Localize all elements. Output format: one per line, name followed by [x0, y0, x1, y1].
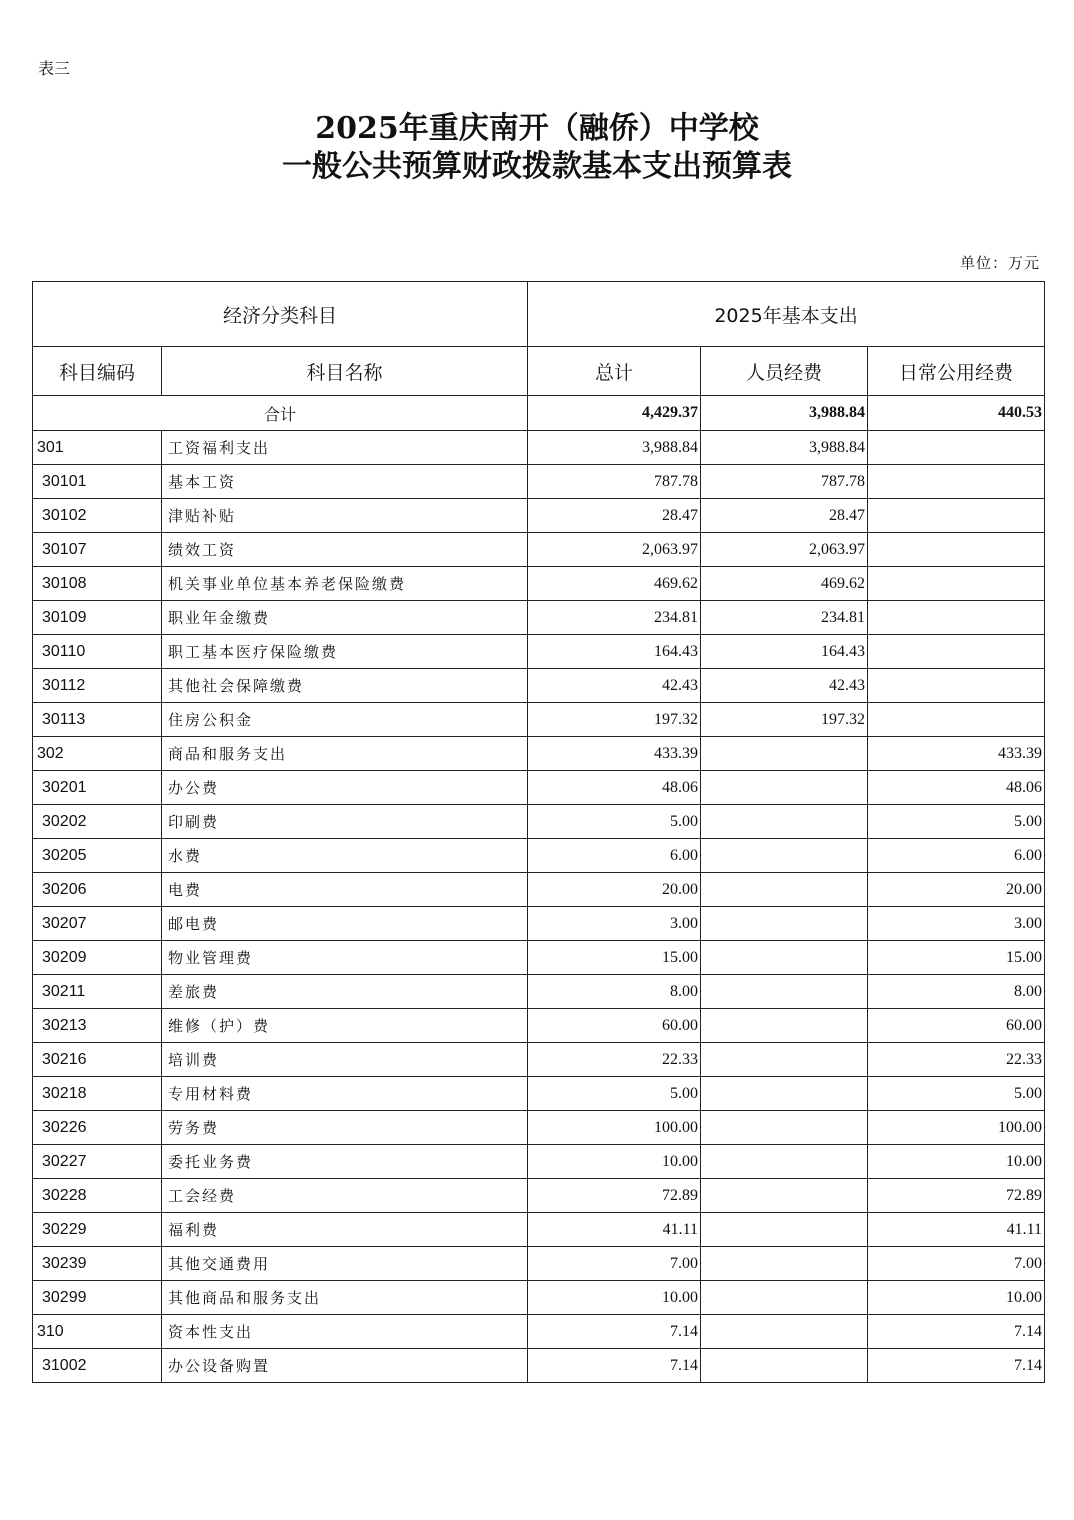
table-row — [33, 1043, 1045, 1077]
row-public — [868, 703, 1045, 737]
row-code: 30101 — [33, 465, 162, 499]
table-row — [33, 873, 1045, 907]
table-number: 表三 — [38, 59, 71, 78]
table-row — [33, 431, 1045, 465]
row-personnel: 164.43 — [701, 635, 868, 669]
row-personnel — [701, 1145, 868, 1179]
row-name: 专用材料费 — [162, 1077, 528, 1111]
table-row — [33, 1009, 1045, 1043]
row-public — [868, 567, 1045, 601]
row-code: 30206 — [33, 873, 162, 907]
row-public: 48.06 — [868, 771, 1045, 805]
row-total: 3,988.84 — [528, 431, 701, 465]
row-name: 福利费 — [162, 1213, 528, 1247]
row-public: 7.14 — [868, 1315, 1045, 1349]
row-code: 30216 — [33, 1043, 162, 1077]
table-row — [33, 975, 1045, 1009]
row-code: 30109 — [33, 601, 162, 635]
table-row — [33, 771, 1045, 805]
row-public: 433.39 — [868, 737, 1045, 771]
header-name: 科目名称 — [162, 347, 528, 396]
row-personnel: 2,063.97 — [701, 533, 868, 567]
row-public: 7.14 — [868, 1349, 1045, 1383]
row-public: 20.00 — [868, 873, 1045, 907]
total-personnel: 3,988.84 — [701, 396, 868, 431]
row-total: 469.62 — [528, 567, 701, 601]
row-code: 30227 — [33, 1145, 162, 1179]
row-personnel — [701, 907, 868, 941]
row-name: 其他商品和服务支出 — [162, 1281, 528, 1315]
row-personnel — [701, 1213, 868, 1247]
row-name: 住房公积金 — [162, 703, 528, 737]
row-name: 商品和服务支出 — [162, 737, 528, 771]
table-row — [33, 941, 1045, 975]
row-total: 5.00 — [528, 1077, 701, 1111]
row-code: 30218 — [33, 1077, 162, 1111]
table-row — [33, 1281, 1045, 1315]
row-personnel — [701, 1349, 868, 1383]
table-row — [33, 1077, 1045, 1111]
table-row — [33, 1145, 1045, 1179]
row-total: 72.89 — [528, 1179, 701, 1213]
row-total: 7.14 — [528, 1315, 701, 1349]
row-personnel — [701, 805, 868, 839]
row-code: 30205 — [33, 839, 162, 873]
table-row — [33, 703, 1045, 737]
table-row — [33, 805, 1045, 839]
row-code: 30299 — [33, 1281, 162, 1315]
table-row — [33, 601, 1045, 635]
table-row — [33, 737, 1045, 771]
table-row — [33, 499, 1045, 533]
table-row — [33, 669, 1045, 703]
row-personnel — [701, 839, 868, 873]
row-total: 7.14 — [528, 1349, 701, 1383]
table-row — [33, 465, 1045, 499]
unit-label: 单位：万元 — [959, 254, 1040, 272]
row-personnel: 28.47 — [701, 499, 868, 533]
row-code: 30228 — [33, 1179, 162, 1213]
row-name: 其他社会保障缴费 — [162, 669, 528, 703]
table-row — [33, 1111, 1045, 1145]
row-personnel — [701, 771, 868, 805]
row-personnel — [701, 1315, 868, 1349]
row-public: 10.00 — [868, 1145, 1045, 1179]
row-public — [868, 465, 1045, 499]
row-personnel — [701, 1179, 868, 1213]
row-total: 5.00 — [528, 805, 701, 839]
row-personnel — [701, 941, 868, 975]
row-total: 15.00 — [528, 941, 701, 975]
header-public: 日常公用经费 — [868, 347, 1045, 396]
row-code: 30201 — [33, 771, 162, 805]
table-row — [33, 907, 1045, 941]
table-row — [33, 567, 1045, 601]
row-personnel — [701, 1281, 868, 1315]
row-public: 60.00 — [868, 1009, 1045, 1043]
table-row — [33, 1247, 1045, 1281]
row-name: 工资福利支出 — [162, 431, 528, 465]
row-total: 100.00 — [528, 1111, 701, 1145]
table-row — [33, 1349, 1045, 1383]
row-name: 电费 — [162, 873, 528, 907]
row-public: 7.00 — [868, 1247, 1045, 1281]
row-name: 委托业务费 — [162, 1145, 528, 1179]
row-name: 印刷费 — [162, 805, 528, 839]
row-name: 劳务费 — [162, 1111, 528, 1145]
row-personnel: 234.81 — [701, 601, 868, 635]
row-public: 15.00 — [868, 941, 1045, 975]
row-code: 30211 — [33, 975, 162, 1009]
row-code: 310 — [33, 1315, 162, 1349]
row-personnel — [701, 1009, 868, 1043]
page-title-line2: 一般公共预算财政拨款基本支出预算表 — [282, 149, 792, 184]
row-name: 职业年金缴费 — [162, 601, 528, 635]
row-total: 28.47 — [528, 499, 701, 533]
row-code: 30207 — [33, 907, 162, 941]
row-personnel: 42.43 — [701, 669, 868, 703]
row-code: 30202 — [33, 805, 162, 839]
row-code: 30229 — [33, 1213, 162, 1247]
row-name: 资本性支出 — [162, 1315, 528, 1349]
row-public — [868, 635, 1045, 669]
row-total: 41.11 — [528, 1213, 701, 1247]
total-label: 合计 — [33, 396, 528, 431]
row-code: 302 — [33, 737, 162, 771]
row-total: 2,063.97 — [528, 533, 701, 567]
row-total: 164.43 — [528, 635, 701, 669]
row-code: 30226 — [33, 1111, 162, 1145]
row-public — [868, 601, 1045, 635]
row-personnel: 469.62 — [701, 567, 868, 601]
header-code: 科目编码 — [33, 347, 162, 396]
row-total: 42.43 — [528, 669, 701, 703]
row-name: 水费 — [162, 839, 528, 873]
row-public: 10.00 — [868, 1281, 1045, 1315]
row-public: 72.89 — [868, 1179, 1045, 1213]
row-name: 工会经费 — [162, 1179, 528, 1213]
row-public: 41.11 — [868, 1213, 1045, 1247]
row-personnel — [701, 873, 868, 907]
row-total: 20.00 — [528, 873, 701, 907]
row-name: 其他交通费用 — [162, 1247, 528, 1281]
table-row — [33, 1315, 1045, 1349]
row-total: 48.06 — [528, 771, 701, 805]
table-row — [33, 839, 1045, 873]
row-code: 30108 — [33, 567, 162, 601]
row-code: 30209 — [33, 941, 162, 975]
row-public: 22.33 — [868, 1043, 1045, 1077]
row-code: 31002 — [33, 1349, 162, 1383]
row-total: 10.00 — [528, 1145, 701, 1179]
row-total: 60.00 — [528, 1009, 701, 1043]
row-personnel — [701, 1111, 868, 1145]
row-name: 维修（护）费 — [162, 1009, 528, 1043]
row-public: 6.00 — [868, 839, 1045, 873]
row-total: 22.33 — [528, 1043, 701, 1077]
row-total: 6.00 — [528, 839, 701, 873]
row-name: 机关事业单位基本养老保险缴费 — [162, 567, 528, 601]
row-public: 5.00 — [868, 805, 1045, 839]
row-name: 津贴补贴 — [162, 499, 528, 533]
row-name: 培训费 — [162, 1043, 528, 1077]
row-personnel — [701, 1077, 868, 1111]
row-code: 30113 — [33, 703, 162, 737]
row-public: 8.00 — [868, 975, 1045, 1009]
row-code: 30110 — [33, 635, 162, 669]
row-personnel: 3,988.84 — [701, 431, 868, 465]
row-total: 197.32 — [528, 703, 701, 737]
row-name: 邮电费 — [162, 907, 528, 941]
row-total: 8.00 — [528, 975, 701, 1009]
row-total: 7.00 — [528, 1247, 701, 1281]
row-public — [868, 431, 1045, 465]
row-name: 办公费 — [162, 771, 528, 805]
row-code: 301 — [33, 431, 162, 465]
row-personnel — [701, 1043, 868, 1077]
row-name: 职工基本医疗保险缴费 — [162, 635, 528, 669]
row-personnel — [701, 975, 868, 1009]
row-public — [868, 669, 1045, 703]
header-econ-class: 经济分类科目 — [33, 282, 528, 347]
table-row — [33, 1179, 1045, 1213]
header-personnel: 人员经费 — [701, 347, 868, 396]
row-total: 10.00 — [528, 1281, 701, 1315]
row-total: 234.81 — [528, 601, 701, 635]
row-public — [868, 499, 1045, 533]
row-public: 5.00 — [868, 1077, 1045, 1111]
row-code: 30239 — [33, 1247, 162, 1281]
row-personnel: 787.78 — [701, 465, 868, 499]
row-name: 差旅费 — [162, 975, 528, 1009]
row-code: 30112 — [33, 669, 162, 703]
total-row — [33, 396, 1045, 431]
row-name: 办公设备购置 — [162, 1349, 528, 1383]
row-name: 物业管理费 — [162, 941, 528, 975]
row-public: 100.00 — [868, 1111, 1045, 1145]
header-total: 总计 — [528, 347, 701, 396]
row-personnel — [701, 1247, 868, 1281]
row-name: 基本工资 — [162, 465, 528, 499]
budget-table — [32, 281, 1045, 1383]
table-row — [33, 533, 1045, 567]
row-code: 30213 — [33, 1009, 162, 1043]
table-row — [33, 635, 1045, 669]
page-title-line1: 2025年重庆南开（融侨）中学校 — [315, 111, 759, 146]
row-code: 30107 — [33, 533, 162, 567]
row-code: 30102 — [33, 499, 162, 533]
row-personnel: 197.32 — [701, 703, 868, 737]
total-public: 440.53 — [868, 396, 1045, 431]
row-public — [868, 533, 1045, 567]
row-total: 3.00 — [528, 907, 701, 941]
table-row — [33, 1213, 1045, 1247]
row-public: 3.00 — [868, 907, 1045, 941]
row-total: 787.78 — [528, 465, 701, 499]
header-basic-expenditure: 2025年基本支出 — [528, 282, 1045, 347]
row-personnel — [701, 737, 868, 771]
row-total: 433.39 — [528, 737, 701, 771]
total-total: 4,429.37 — [528, 396, 701, 431]
row-name: 绩效工资 — [162, 533, 528, 567]
